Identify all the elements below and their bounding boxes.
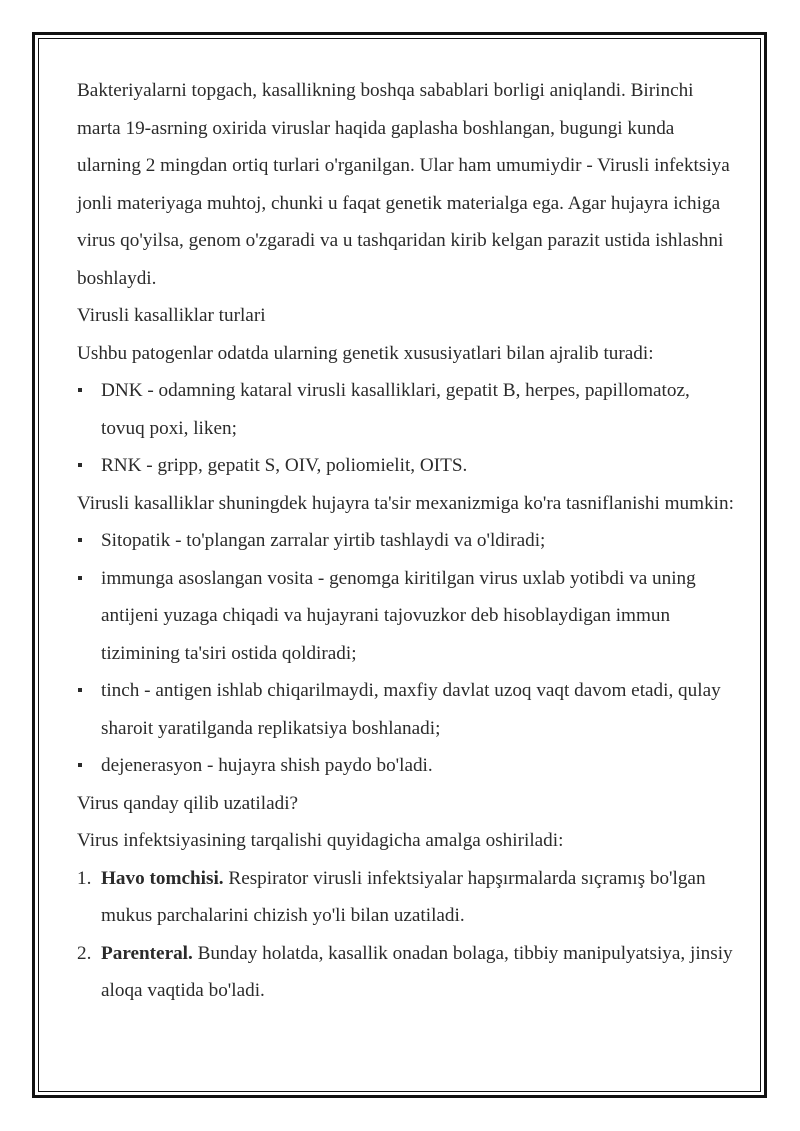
list-item: dejenerasyon - hujayra shish paydo bo'ladi. (77, 747, 737, 785)
intro-paragraph: Bakteriyalarni topgach, kasallikning boshqa sabablari borligi aniqlandi. Birinchi marta 19-asrning oxirida viruslar haqida gaplasha boshlangan, bugungi kunda ularning 2 mingdan ortiq turlari o'rganilgan. Ular ham umumiydir - Virusli infektsiya jonli materiyaga muhtoj, chunki u faqat genetik materialga ega. Agar hujayra ichiga virus qo'yilsa, genom o'zgaradi va u tashqaridan kirib kelgan parazit ustida ishlashni boshlaydi. (77, 80, 730, 289)
list-number: 2. (77, 942, 92, 964)
transmission-list (77, 860, 737, 1010)
list-item (77, 860, 737, 935)
heading-virus-types: Virusli kasalliklar turlari (77, 305, 266, 326)
list-item (77, 935, 737, 1010)
heading-transmission: Virus qanday qilib uzatiladi? (77, 792, 299, 814)
mechanism-intro-paragraph: Virusli kasalliklar shuningdek hujayra ta'sir mexanizmiga ko'ra tasniflanishi mumkin: (77, 492, 734, 514)
list-item: tinch - antigen ishlab chiqarilmaydi, maxfiy davlat uzoq vaqt davom etadi, qulay sharoit yaratilganda replikatsiya boshlanadi; (77, 672, 737, 747)
list-item: RNK - gripp, gepatit S, OIV, poliomielit, OITS. (77, 447, 737, 485)
list-item: Sitopatik - to'plangan zarralar yirtib tashlaydi va o'ldiradi; (77, 522, 737, 560)
term: Parenteral. (101, 942, 193, 964)
term-description: Bunday holatda, kasallik onadan bolaga, tibbiy manipulyatsiya, jinsiy aloqa vaqtida bo'ladi. (101, 942, 733, 1001)
spread-intro-paragraph: Virus infektsiyasining tarqalishi quyidagicha amalga oshiriladi: (77, 830, 564, 851)
list-number: 1. (77, 867, 92, 889)
types-intro-paragraph: Ushbu patogenlar odatda ularning genetik xususiyatlari bilan ajralib turadi: (77, 342, 654, 364)
mechanism-types-list (77, 522, 737, 785)
list-item: immunga asoslangan vosita - genomga kiritilgan virus uxlab yotibdi va uning antijeni yuzaga chiqadi va hujayrani tajovuzkor deb hisoblaydigan immun tizimining ta'siri ostida qoldiradi; (77, 560, 737, 673)
genetic-types-list (77, 372, 737, 485)
document-body (77, 72, 737, 1010)
term: Havo tomchisi. (101, 867, 224, 889)
term-description: Respirator virusli infektsiyalar hapşırmalarda sıçramış bo'lgan mukus parchalarini chizish yo'li bilan uzatiladi. (101, 867, 706, 926)
list-item: DNK - odamning kataral virusli kasalliklari, gepatit B, herpes, papillomatoz, tovuq poxi, liken; (77, 372, 737, 447)
